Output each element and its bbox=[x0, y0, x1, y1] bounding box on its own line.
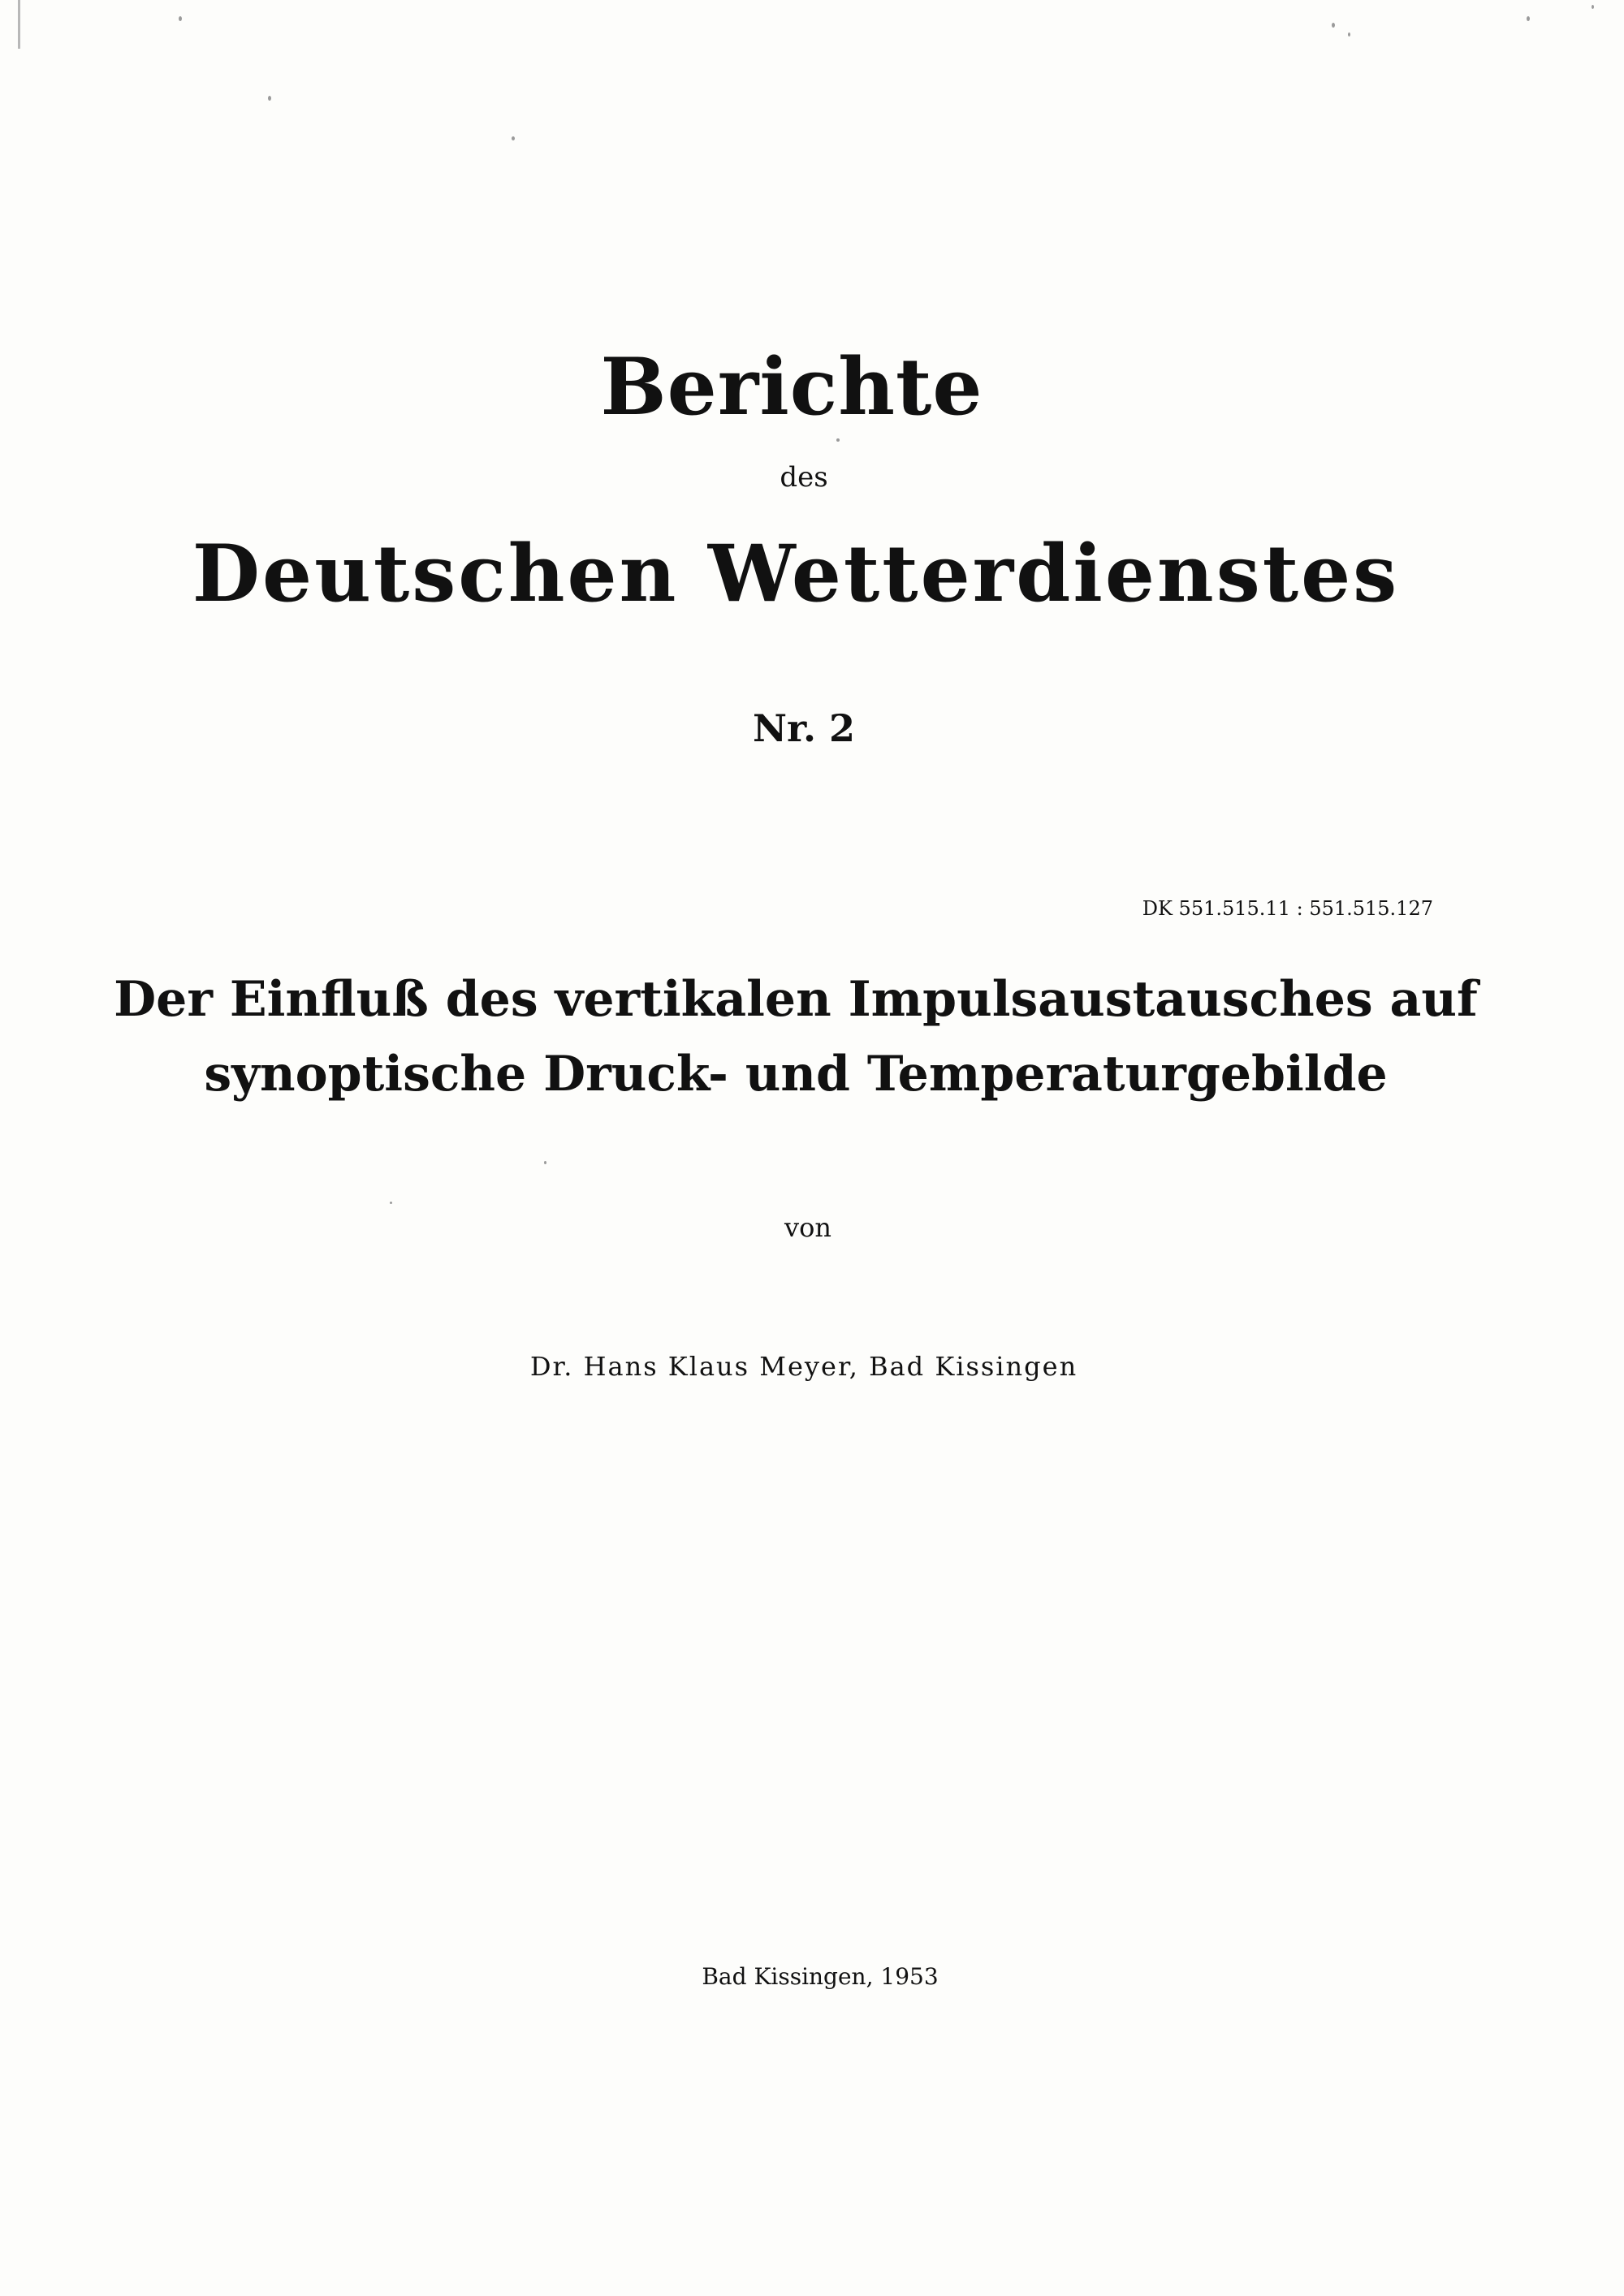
dk-classification: DK 551.515.11 : 551.515.127 bbox=[1142, 897, 1433, 920]
series-des: des bbox=[780, 461, 828, 494]
byline-von: von bbox=[784, 1212, 831, 1243]
paper-title-line-1: Der Einfluß des vertikalen Impulsaustausches auf bbox=[114, 971, 1478, 1028]
paper-title-line-2: synoptische Druck- und Temperaturgebilde bbox=[204, 1046, 1388, 1103]
imprint-place-year: Bad Kissingen, 1953 bbox=[702, 1963, 939, 1990]
scan-speck bbox=[544, 1161, 546, 1164]
scan-speck bbox=[836, 438, 840, 442]
scan-speck bbox=[1527, 16, 1530, 21]
scan-speck bbox=[179, 16, 182, 21]
scan-speck bbox=[1592, 5, 1594, 9]
scan-speck bbox=[390, 1202, 392, 1204]
scan-edge-mark bbox=[18, 0, 20, 49]
scan-speck bbox=[1348, 32, 1350, 37]
scan-speck bbox=[268, 96, 271, 101]
scan-speck bbox=[1332, 23, 1335, 28]
author-name: Dr. Hans Klaus Meyer, Bad Kissingen bbox=[529, 1351, 1078, 1382]
series-number: Nr. 2 bbox=[752, 706, 856, 750]
paper-title bbox=[0, 962, 1608, 1111]
series-title: Berichte bbox=[600, 341, 983, 433]
series-organization: Deutschen Wetterdienstes bbox=[192, 528, 1400, 619]
scan-speck bbox=[512, 136, 515, 140]
